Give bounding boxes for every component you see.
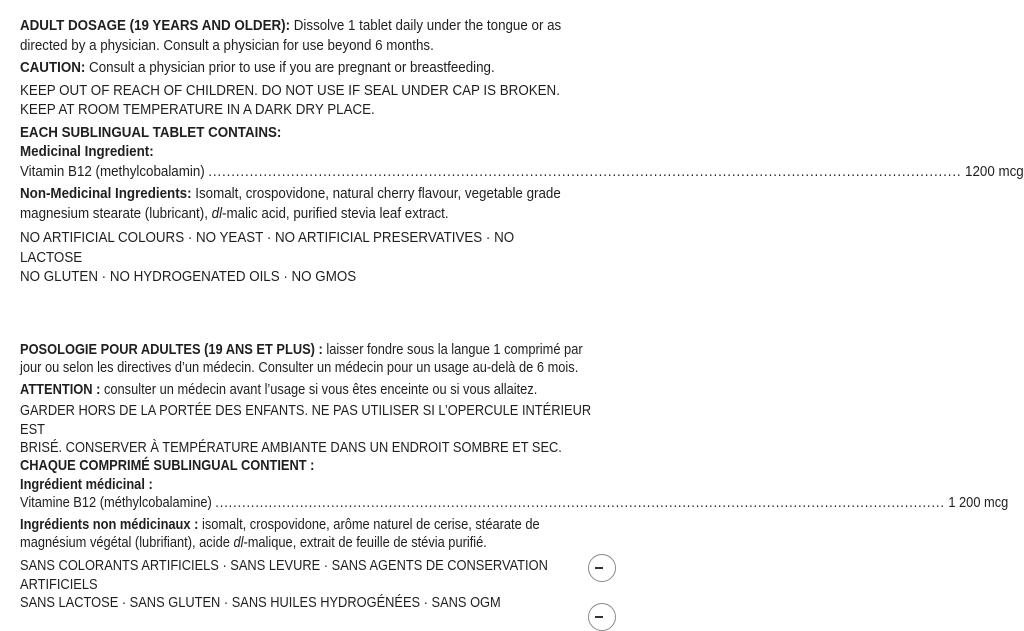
nonmedicinal-paragraph: Ingrédients non médicinaux : isomalt, crospovidone, arôme naturel de cerise, stéarate de magnésium végétal (lubrifiant), acide dl-malique, extrait de feuille de stévia purifié.: [20, 516, 540, 552]
caution-heading: CAUTION:: [20, 59, 86, 76]
dosage-text: laisser fondre sous la langue 1 comprimé par jour ou selon les directives d’un médecin. Consulter un médecin pour un usage au-delà de 6 mois.: [20, 342, 583, 377]
medicinal-heading: Medicinal Ingredient:: [20, 143, 154, 160]
dosage-text: Dissolve 1 tablet daily under the tongue or as directed by a physician. Consult a physician for use beyond 6 months.: [20, 17, 562, 54]
dosage-paragraph: [20, 341, 592, 378]
nonmedicinal-heading: Non-Medicinal Ingredients:: [20, 185, 192, 202]
caution-paragraph: [20, 58, 564, 78]
ingredient-row: [20, 162, 1024, 182]
free-from-line-2: SANS LACTOSE · SANS GLUTEN · SANS HUILES HYDROGÉNÉES · SANS OGM: [20, 595, 501, 612]
dosage-paragraph: [20, 16, 564, 55]
contains-heading: EACH SUBLINGUAL TABLET CONTAINS:: [20, 123, 282, 141]
warning-line-1: KEEP OUT OF REACH OF CHILDREN. DO NOT USE IF SEAL UNDER CAP IS BROKEN.: [20, 81, 560, 99]
ingredient-row: [20, 494, 1009, 512]
free-from-line-2: NO GLUTEN · NO HYDROGENATED OILS · NO GMOS: [20, 268, 357, 285]
zoom-out-button[interactable]: [588, 554, 616, 582]
caution-paragraph: [20, 381, 592, 399]
dosage-heading: POSOLOGIE POUR ADULTES (19 ANS ET PLUS) :: [20, 342, 323, 358]
nonmedicinal-heading: Ingrédients non médicinaux :: [20, 516, 199, 533]
warning-line-1: GARDER HORS DE LA PORTÉE DES ENFANTS. NE PAS UTILISER SI L’OPERCULE INTÉRIEUR EST: [20, 403, 592, 438]
free-from-line-1: NO ARTIFICIAL COLOURS · NO YEAST · NO ARTIFICIAL PRESERVATIVES · NO LACTOSE: [20, 229, 515, 266]
free-from-line-1: SANS COLORANTS ARTIFICIELS · SANS LEVURE · SANS AGENTS DE CONSERVATION ARTIFICIELS: [20, 558, 548, 593]
caution-text: consulter un médecin avant l’usage si vous êtes enceinte ou si vous allaitez.: [100, 381, 538, 398]
minus-icon: [595, 567, 603, 569]
warning-line-2: BRISÉ. CONSERVER À TEMPÉRATURE AMBIANTE DANS UN ENDROIT SOMBRE ET SEC.: [20, 440, 562, 457]
ingredient-dose: 1 200 mcg: [948, 495, 1009, 512]
leader-dots: ....................................................................................................................................................................: [208, 162, 962, 180]
warning-line-2: KEEP AT ROOM TEMPERATURE IN A DARK DRY PLACE.: [20, 101, 375, 118]
caution-heading: ATTENTION :: [20, 381, 101, 398]
dosage-heading: ADULT DOSAGE (19 YEARS AND OLDER):: [20, 17, 291, 34]
collapse-button[interactable]: [588, 603, 616, 631]
ingredient-dose: 1200 mcg: [965, 162, 1024, 180]
english-section: [20, 16, 1024, 287]
medicinal-heading: Ingrédient médicinal :: [20, 476, 153, 493]
leader-dots: ....................................................................................................................................................................: [215, 495, 945, 512]
nonmedicinal-paragraph: Non-Medicinal Ingredients: Isomalt, crospovidone, natural cherry flavour, vegetable grade magnesium stearate (lubricant), dl-malic acid, purified stevia leaf extract.: [20, 185, 561, 222]
minus-icon: [595, 616, 603, 618]
contains-heading: CHAQUE COMPRIMÉ SUBLINGUAL CONTIENT :: [20, 458, 315, 475]
french-section: [20, 341, 1009, 613]
caution-text: Consult a physician prior to use if you are pregnant or breastfeeding.: [85, 59, 495, 76]
ingredient-name: Vitamin B12 (methylcobalamin): [20, 162, 205, 180]
ingredient-name: Vitamine B12 (méthylcobalamine): [20, 495, 212, 512]
